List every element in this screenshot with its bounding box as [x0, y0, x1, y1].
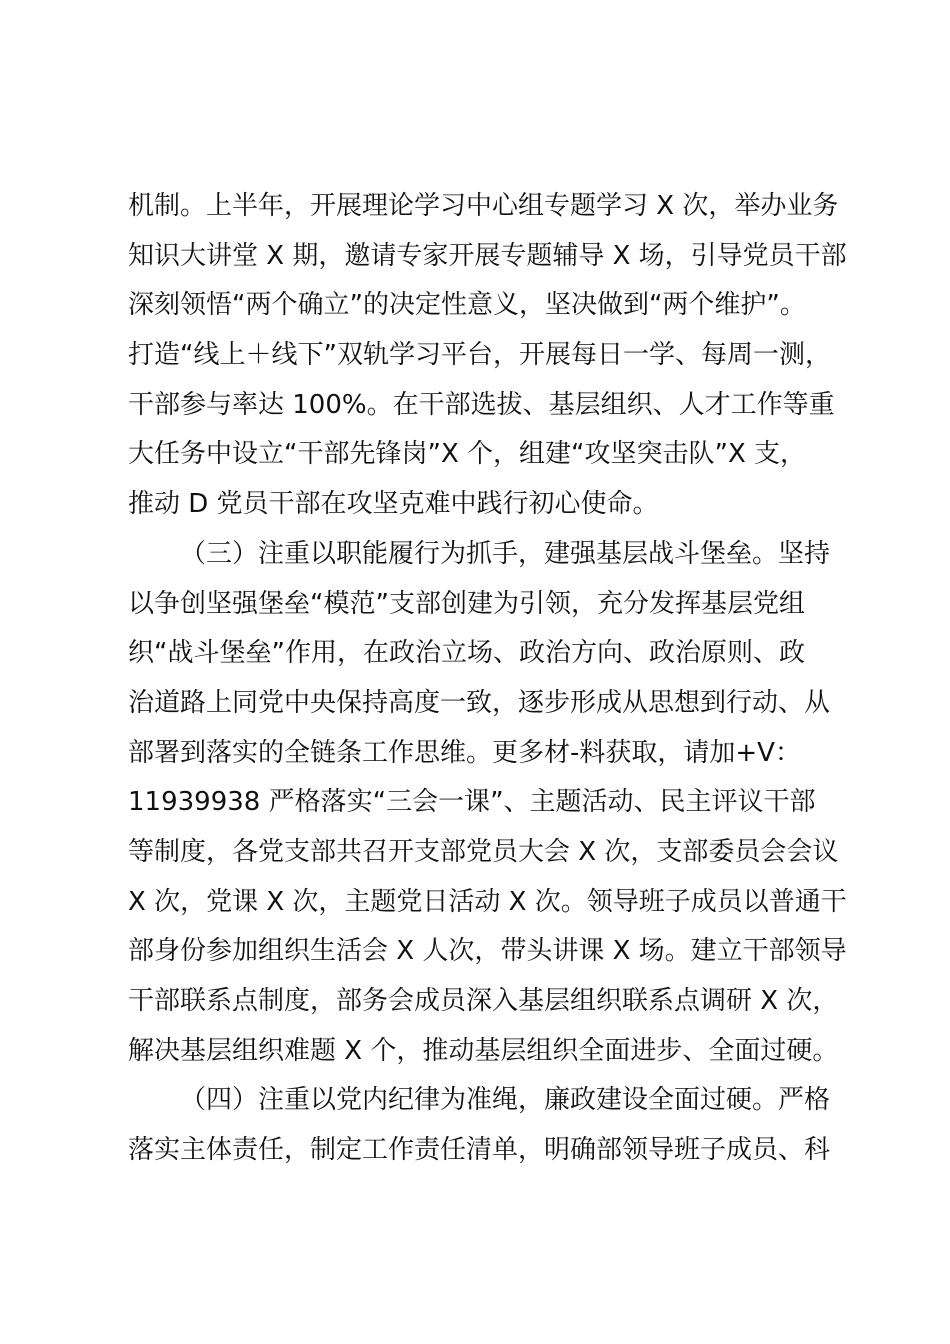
text-line-10: 织“战斗堡垒”作用，在政治立场、政治方向、政治原则、政 [128, 638, 805, 669]
text-line-15: X 次，党课 X 次，主题党日活动 X 次。领导班子成员以普通干 [128, 886, 847, 917]
text-line-11: 治道路上同党中央保持高度一致，逐步形成从思想到行动、从 [128, 687, 831, 718]
text-line-6: 大任务中设立“干部先锋岗”X 个，组建“攻坚突击队”X 支， [128, 439, 807, 470]
text-line-4: 打造“线上＋线下”双轨学习平台，开展每日一学、每周一测， [128, 340, 831, 371]
text-line-3: 深刻领悟“两个确立”的决定性意义，坚决做到“两个维护”。 [128, 290, 806, 321]
text-line-2: 知识大讲堂 X 期，邀请专家开展专题辅导 X 场，引导党员干部 [128, 240, 847, 271]
body-text [128, 182, 848, 1176]
text-line-5: 干部参与率达 100%。在干部选拔、基层组织、人才工作等重 [128, 389, 835, 420]
text-line-17: 干部联系点制度，部务会成员深入基层组织联系点调研 X 次， [128, 986, 839, 1016]
text-line-12: 部署到落实的全链条工作思维。更多材-料获取，请加+V： [128, 737, 801, 768]
section-4-heading-line: （四）注重以党内纪律为准绳，廉政建设全面过硬。严格 [180, 1085, 831, 1116]
text-line-7: 推动 D 党员干部在攻坚克难中践行初心使命。 [128, 489, 659, 520]
text-line-18: 解决基层组织难题 X 个，推动基层组织全面进步、全面过硬。 [128, 1035, 839, 1066]
section-3-heading-line: （三）注重以职能履行为抓手，建强基层战斗堡垒。坚持 [180, 538, 831, 569]
text-line-1: 机制。上半年，开展理论学习中心组专题学习 X 次，举办业务 [128, 191, 839, 221]
text-line-13: 11939938 严格落实“三会一课”、主题活动、民主评议干部 [128, 787, 816, 818]
text-line-9: 以争创坚强堡垒“模范”支部创建为引领，充分发挥基层党组 [128, 588, 805, 619]
text-line-16: 部身份参加组织生活会 X 人次，带头讲课 X 场。建立干部领导 [128, 936, 847, 967]
text-line-20: 落实主体责任，制定工作责任清单，明确部领导班子成员、科 [128, 1135, 831, 1166]
text-line-14: 等制度，各党支部共召开支部党员大会 X 次，支部委员会会议 [128, 836, 839, 867]
